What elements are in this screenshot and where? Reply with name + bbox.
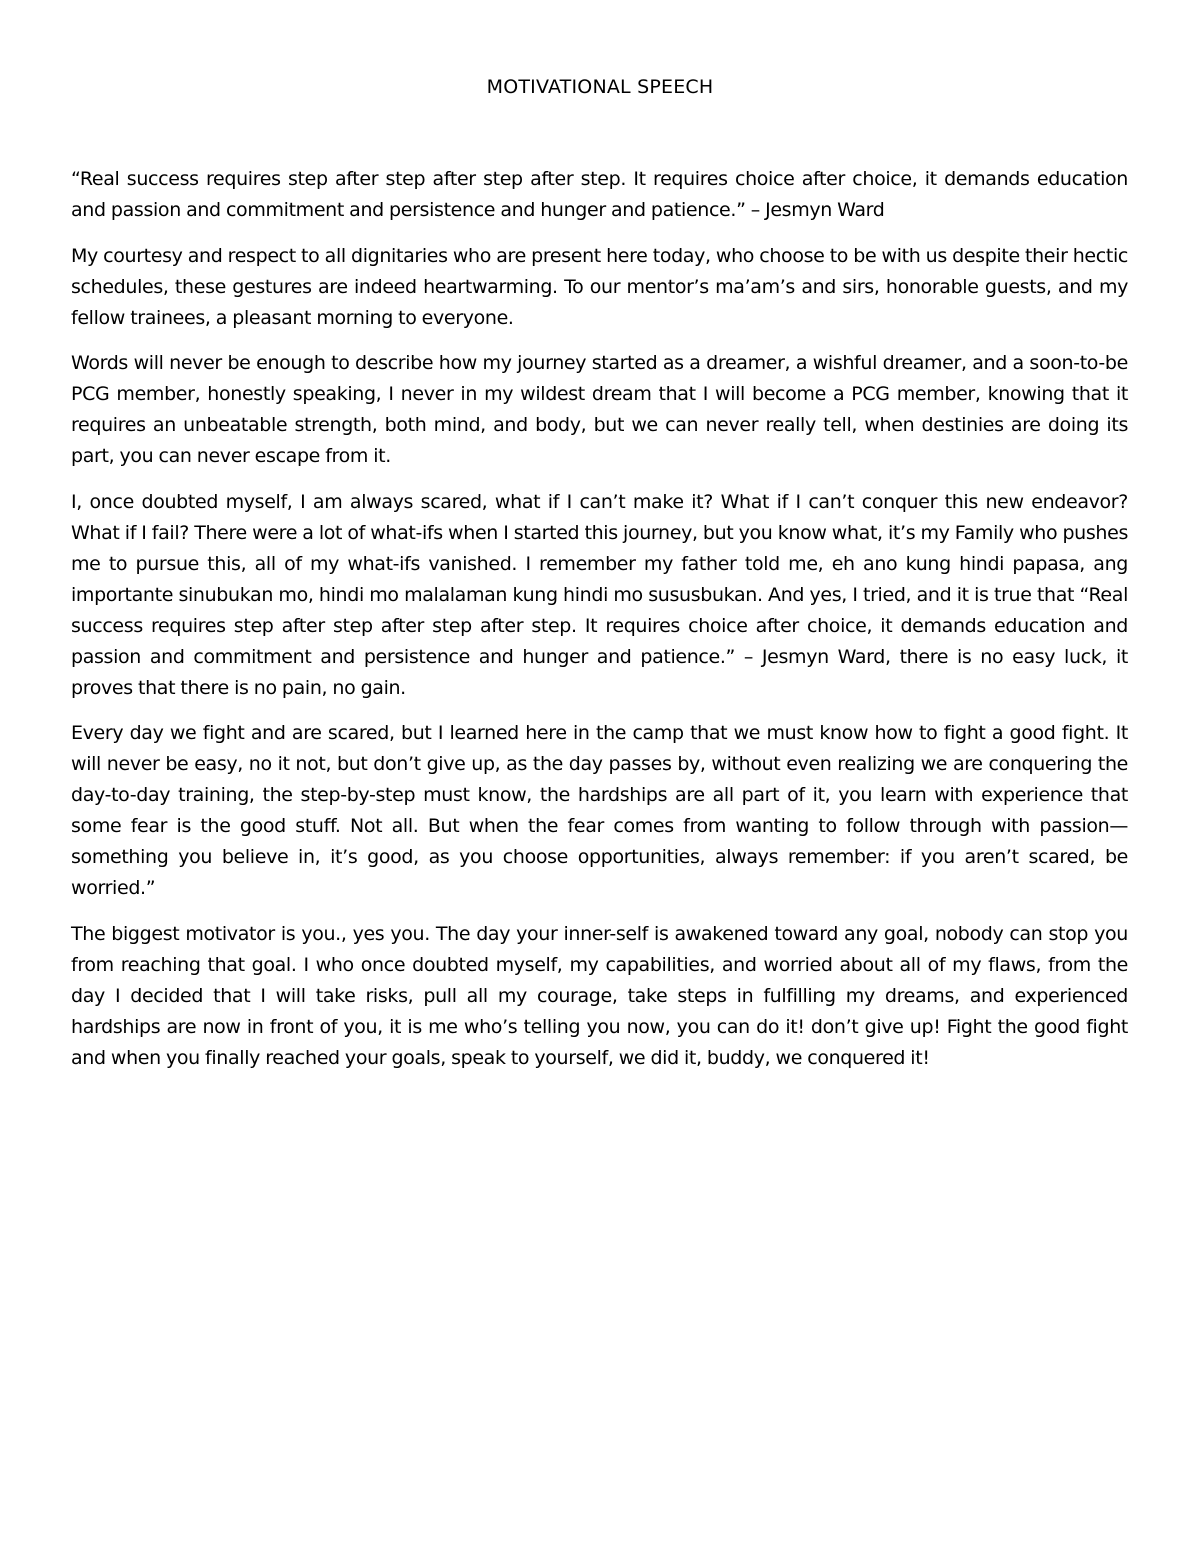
paragraph-opening-quote: “Real success requires step after step after step after step. It requires choice after choice, it demands education and passion and commitment and persistence and hunger and patience.” – Jesmyn Ward bbox=[71, 168, 1128, 221]
paragraph-greeting: My courtesy and respect to all dignitaries who are present here today, who choose to be with us despite their hectic schedules, these gestures are indeed heartwarming. To our mentor’s ma’am’s and sirs, honorable guests, and my fellow trainees, a pleasant morning to everyone. bbox=[71, 244, 1128, 329]
paragraph-motivator: The biggest motivator is you., yes you. The day your inner-self is awakened toward any goal, nobody can stop you from reaching that goal. I who once doubted myself, my capabilities, and worried about all of my flaws, from the day I decided that I will take risks, pull all my courage, take steps in fulfilling my dreams, and experienced hardships are now in front of you, it is me who’s telling you now, you can do it! don’t give up! Fight the good fight and when you finally reached your goals, speak to yourself, we did it, buddy, we conquered it! bbox=[71, 922, 1128, 1069]
page-title: MOTIVATIONAL SPEECH bbox=[486, 76, 714, 98]
paragraph-doubts: I, once doubted myself, I am always scared, what if I can’t make it? What if I can’t conquer this new endeavor? What if I fail? There were a lot of what-ifs when I started this journey, but you know what, it’s my Family who pushes me to pursue this, all of my what-ifs vanished. I remember my father told me, eh ano kung hindi papasa, ang importante sinubukan mo, hindi mo malalaman kung hindi mo sususbukan. And yes, I tried, and it is true that “Real success requires step after step after step after step. It requires choice after choice, it demands education and passion and commitment and persistence and hunger and patience.” – Jesmyn Ward, there is no easy luck, it proves that there is no pain, no gain. bbox=[71, 490, 1128, 699]
speech-body bbox=[71, 164, 1128, 1088]
paragraph-journey: Words will never be enough to describe how my journey started as a dreamer, a wishful dreamer, and a soon-to-be PCG member, honestly speaking, I never in my wildest dream that I will become a PCG member, knowing that it requires an unbeatable strength, both mind, and body, but we can never really tell, when destinies are doing its part, you can never escape from it. bbox=[71, 352, 1128, 467]
paragraph-fight: Every day we fight and are scared, but I learned here in the camp that we must know how to fight a good fight. It will never be easy, no it not, but don’t give up, as the day passes by, without even realizing we are conquering the day-to-day training, the step-by-step must know, the hardships are all part of it, you learn with experience that some fear is the good stuff. Not all. But when the fear comes from wanting to follow through with passion—something you believe in, it’s good, as you choose opportunities, always remember: if you aren’t scared, be worried.” bbox=[71, 722, 1128, 899]
